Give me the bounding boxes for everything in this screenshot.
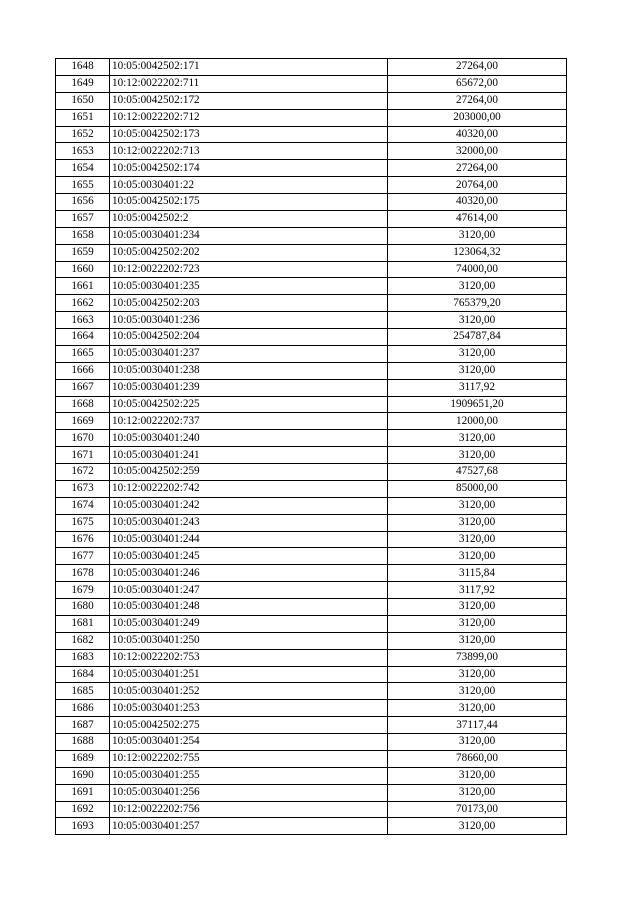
value-cell: 78660,00 bbox=[388, 750, 567, 767]
value-cell: 3120,00 bbox=[388, 599, 567, 616]
row-number-cell: 1691 bbox=[56, 784, 110, 801]
cadastral-number-cell: 10:05:0042502:175 bbox=[110, 194, 388, 211]
cadastral-number-cell: 10:05:0042502:174 bbox=[110, 160, 388, 177]
row-number-cell: 1681 bbox=[56, 615, 110, 632]
table-row bbox=[56, 396, 567, 413]
table-row bbox=[56, 734, 567, 751]
value-cell: 123064,32 bbox=[388, 244, 567, 261]
row-number-cell: 1648 bbox=[56, 59, 110, 76]
row-number-cell: 1684 bbox=[56, 666, 110, 683]
table-row bbox=[56, 413, 567, 430]
table-row bbox=[56, 194, 567, 211]
table-row bbox=[56, 818, 567, 835]
table-row bbox=[56, 59, 567, 76]
row-number-cell: 1675 bbox=[56, 514, 110, 531]
value-cell: 3117,92 bbox=[388, 379, 567, 396]
cadastral-number-cell: 10:05:0030401:243 bbox=[110, 514, 388, 531]
value-cell: 1909651,20 bbox=[388, 396, 567, 413]
table-row bbox=[56, 632, 567, 649]
table-row bbox=[56, 345, 567, 362]
table-row bbox=[56, 497, 567, 514]
value-cell: 3120,00 bbox=[388, 615, 567, 632]
table-row bbox=[56, 531, 567, 548]
value-cell: 3120,00 bbox=[388, 734, 567, 751]
row-number-cell: 1687 bbox=[56, 717, 110, 734]
value-cell: 3120,00 bbox=[388, 818, 567, 835]
value-cell: 3115,84 bbox=[388, 565, 567, 582]
table-row bbox=[56, 143, 567, 160]
table-row bbox=[56, 261, 567, 278]
table-row bbox=[56, 109, 567, 126]
table-row bbox=[56, 767, 567, 784]
cadastral-number-cell: 10:05:0030401:22 bbox=[110, 177, 388, 194]
cadastral-number-cell: 10:05:0030401:257 bbox=[110, 818, 388, 835]
cadastral-number-cell: 10:12:0022202:737 bbox=[110, 413, 388, 430]
row-number-cell: 1667 bbox=[56, 379, 110, 396]
row-number-cell: 1693 bbox=[56, 818, 110, 835]
row-number-cell: 1668 bbox=[56, 396, 110, 413]
table-row bbox=[56, 278, 567, 295]
cadastral-number-cell: 10:05:0042502:173 bbox=[110, 126, 388, 143]
value-cell: 3120,00 bbox=[388, 362, 567, 379]
cadastral-number-cell: 10:12:0022202:711 bbox=[110, 75, 388, 92]
table-row bbox=[56, 92, 567, 109]
value-cell: 3120,00 bbox=[388, 531, 567, 548]
cadastral-number-cell: 10:05:0030401:238 bbox=[110, 362, 388, 379]
value-cell: 3120,00 bbox=[388, 312, 567, 329]
value-cell: 37117,44 bbox=[388, 717, 567, 734]
table-row bbox=[56, 210, 567, 227]
row-number-cell: 1670 bbox=[56, 430, 110, 447]
table-row bbox=[56, 599, 567, 616]
table-row bbox=[56, 312, 567, 329]
value-cell: 40320,00 bbox=[388, 126, 567, 143]
value-cell: 40320,00 bbox=[388, 194, 567, 211]
cadastral-number-cell: 10:05:0030401:255 bbox=[110, 767, 388, 784]
row-number-cell: 1662 bbox=[56, 295, 110, 312]
cadastral-value-table bbox=[55, 58, 567, 835]
table-row bbox=[56, 717, 567, 734]
table-row bbox=[56, 582, 567, 599]
cadastral-number-cell: 10:05:0030401:245 bbox=[110, 548, 388, 565]
table-row bbox=[56, 75, 567, 92]
value-cell: 3120,00 bbox=[388, 497, 567, 514]
row-number-cell: 1677 bbox=[56, 548, 110, 565]
table-row bbox=[56, 784, 567, 801]
value-cell: 20764,00 bbox=[388, 177, 567, 194]
row-number-cell: 1669 bbox=[56, 413, 110, 430]
cadastral-number-cell: 10:12:0022202:742 bbox=[110, 480, 388, 497]
table-row bbox=[56, 514, 567, 531]
table-row bbox=[56, 430, 567, 447]
cadastral-number-cell: 10:05:0030401:236 bbox=[110, 312, 388, 329]
table-row bbox=[56, 447, 567, 464]
cadastral-number-cell: 10:05:0042502:172 bbox=[110, 92, 388, 109]
row-number-cell: 1678 bbox=[56, 565, 110, 582]
cadastral-number-cell: 10:12:0022202:713 bbox=[110, 143, 388, 160]
value-cell: 3120,00 bbox=[388, 767, 567, 784]
table-body bbox=[56, 59, 567, 835]
value-cell: 765379,20 bbox=[388, 295, 567, 312]
table-row bbox=[56, 480, 567, 497]
cadastral-number-cell: 10:05:0042502:275 bbox=[110, 717, 388, 734]
value-cell: 27264,00 bbox=[388, 59, 567, 76]
cadastral-number-cell: 10:05:0030401:249 bbox=[110, 615, 388, 632]
value-cell: 3120,00 bbox=[388, 278, 567, 295]
value-cell: 3120,00 bbox=[388, 514, 567, 531]
row-number-cell: 1650 bbox=[56, 92, 110, 109]
table-row bbox=[56, 548, 567, 565]
value-cell: 65672,00 bbox=[388, 75, 567, 92]
row-number-cell: 1651 bbox=[56, 109, 110, 126]
cadastral-number-cell: 10:05:0042502:203 bbox=[110, 295, 388, 312]
cadastral-number-cell: 10:05:0030401:244 bbox=[110, 531, 388, 548]
row-number-cell: 1659 bbox=[56, 244, 110, 261]
table-row bbox=[56, 801, 567, 818]
row-number-cell: 1692 bbox=[56, 801, 110, 818]
value-cell: 27264,00 bbox=[388, 92, 567, 109]
row-number-cell: 1657 bbox=[56, 210, 110, 227]
row-number-cell: 1679 bbox=[56, 582, 110, 599]
value-cell: 3120,00 bbox=[388, 447, 567, 464]
cadastral-number-cell: 10:05:0042502:225 bbox=[110, 396, 388, 413]
row-number-cell: 1690 bbox=[56, 767, 110, 784]
cadastral-number-cell: 10:05:0042502:171 bbox=[110, 59, 388, 76]
cadastral-number-cell: 10:05:0030401:240 bbox=[110, 430, 388, 447]
cadastral-number-cell: 10:12:0022202:753 bbox=[110, 649, 388, 666]
row-number-cell: 1660 bbox=[56, 261, 110, 278]
cadastral-number-cell: 10:12:0022202:756 bbox=[110, 801, 388, 818]
value-cell: 47527,68 bbox=[388, 464, 567, 481]
table-row bbox=[56, 295, 567, 312]
row-number-cell: 1664 bbox=[56, 329, 110, 346]
value-cell: 3120,00 bbox=[388, 345, 567, 362]
row-number-cell: 1674 bbox=[56, 497, 110, 514]
table-row bbox=[56, 362, 567, 379]
row-number-cell: 1652 bbox=[56, 126, 110, 143]
row-number-cell: 1655 bbox=[56, 177, 110, 194]
table-row bbox=[56, 615, 567, 632]
row-number-cell: 1663 bbox=[56, 312, 110, 329]
row-number-cell: 1673 bbox=[56, 480, 110, 497]
cadastral-number-cell: 10:05:0030401:251 bbox=[110, 666, 388, 683]
cadastral-number-cell: 10:05:0030401:252 bbox=[110, 683, 388, 700]
row-number-cell: 1666 bbox=[56, 362, 110, 379]
value-cell: 3120,00 bbox=[388, 700, 567, 717]
row-number-cell: 1686 bbox=[56, 700, 110, 717]
row-number-cell: 1683 bbox=[56, 649, 110, 666]
row-number-cell: 1680 bbox=[56, 599, 110, 616]
value-cell: 12000,00 bbox=[388, 413, 567, 430]
value-cell: 203000,00 bbox=[388, 109, 567, 126]
cadastral-number-cell: 10:05:0042502:202 bbox=[110, 244, 388, 261]
value-cell: 3120,00 bbox=[388, 666, 567, 683]
cadastral-number-cell: 10:05:0030401:246 bbox=[110, 565, 388, 582]
table-row bbox=[56, 329, 567, 346]
table-row bbox=[56, 700, 567, 717]
value-cell: 70173,00 bbox=[388, 801, 567, 818]
cadastral-number-cell: 10:05:0030401:234 bbox=[110, 227, 388, 244]
row-number-cell: 1672 bbox=[56, 464, 110, 481]
cadastral-number-cell: 10:05:0030401:247 bbox=[110, 582, 388, 599]
row-number-cell: 1649 bbox=[56, 75, 110, 92]
cadastral-number-cell: 10:05:0030401:250 bbox=[110, 632, 388, 649]
row-number-cell: 1654 bbox=[56, 160, 110, 177]
cadastral-number-cell: 10:05:0042502:204 bbox=[110, 329, 388, 346]
value-cell: 3120,00 bbox=[388, 227, 567, 244]
row-number-cell: 1656 bbox=[56, 194, 110, 211]
table-row bbox=[56, 126, 567, 143]
row-number-cell: 1665 bbox=[56, 345, 110, 362]
value-cell: 3120,00 bbox=[388, 430, 567, 447]
table-row bbox=[56, 750, 567, 767]
row-number-cell: 1682 bbox=[56, 632, 110, 649]
value-cell: 85000,00 bbox=[388, 480, 567, 497]
value-cell: 32000,00 bbox=[388, 143, 567, 160]
value-cell: 74000,00 bbox=[388, 261, 567, 278]
cadastral-number-cell: 10:05:0030401:241 bbox=[110, 447, 388, 464]
value-cell: 73899,00 bbox=[388, 649, 567, 666]
cadastral-number-cell: 10:12:0022202:755 bbox=[110, 750, 388, 767]
table-row bbox=[56, 177, 567, 194]
table-row bbox=[56, 565, 567, 582]
row-number-cell: 1653 bbox=[56, 143, 110, 160]
cadastral-number-cell: 10:05:0030401:235 bbox=[110, 278, 388, 295]
row-number-cell: 1689 bbox=[56, 750, 110, 767]
row-number-cell: 1671 bbox=[56, 447, 110, 464]
row-number-cell: 1676 bbox=[56, 531, 110, 548]
table-row bbox=[56, 244, 567, 261]
value-cell: 3120,00 bbox=[388, 548, 567, 565]
value-cell: 3120,00 bbox=[388, 784, 567, 801]
row-number-cell: 1688 bbox=[56, 734, 110, 751]
value-cell: 3120,00 bbox=[388, 683, 567, 700]
table-row bbox=[56, 649, 567, 666]
cadastral-number-cell: 10:05:0030401:256 bbox=[110, 784, 388, 801]
cadastral-number-cell: 10:05:0042502:2 bbox=[110, 210, 388, 227]
row-number-cell: 1661 bbox=[56, 278, 110, 295]
row-number-cell: 1685 bbox=[56, 683, 110, 700]
table-row bbox=[56, 464, 567, 481]
value-cell: 27264,00 bbox=[388, 160, 567, 177]
cadastral-number-cell: 10:05:0030401:242 bbox=[110, 497, 388, 514]
cadastral-number-cell: 10:05:0030401:253 bbox=[110, 700, 388, 717]
cadastral-number-cell: 10:12:0022202:712 bbox=[110, 109, 388, 126]
cadastral-number-cell: 10:05:0030401:237 bbox=[110, 345, 388, 362]
value-cell: 47614,00 bbox=[388, 210, 567, 227]
value-cell: 3117,92 bbox=[388, 582, 567, 599]
cadastral-number-cell: 10:05:0042502:259 bbox=[110, 464, 388, 481]
cadastral-number-cell: 10:05:0030401:254 bbox=[110, 734, 388, 751]
value-cell: 254787,84 bbox=[388, 329, 567, 346]
table-row bbox=[56, 379, 567, 396]
table-row bbox=[56, 227, 567, 244]
row-number-cell: 1658 bbox=[56, 227, 110, 244]
value-cell: 3120,00 bbox=[388, 632, 567, 649]
cadastral-number-cell: 10:05:0030401:248 bbox=[110, 599, 388, 616]
table-row bbox=[56, 160, 567, 177]
cadastral-number-cell: 10:05:0030401:239 bbox=[110, 379, 388, 396]
cadastral-number-cell: 10:12:0022202:723 bbox=[110, 261, 388, 278]
table-row bbox=[56, 683, 567, 700]
table-row bbox=[56, 666, 567, 683]
